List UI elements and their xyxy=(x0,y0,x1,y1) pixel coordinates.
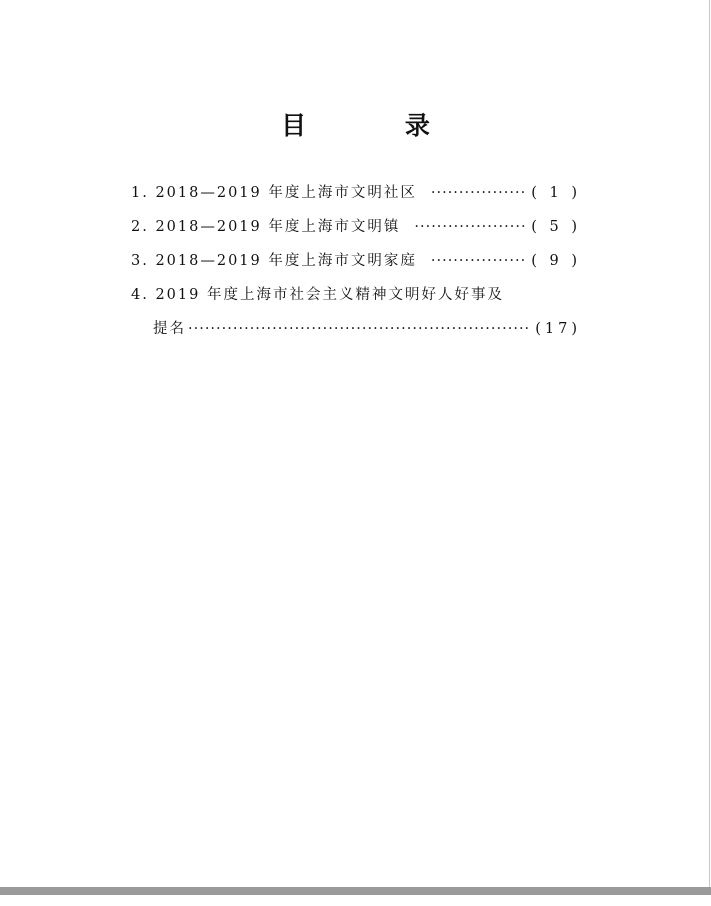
toc-entry-number: 4. xyxy=(131,287,149,303)
toc-entry-text: 2018—2019 年度上海市文明家庭 xyxy=(155,253,417,269)
dot-leader xyxy=(188,317,529,341)
toc-entry-number: 3. xyxy=(131,253,149,269)
toc-entry-label xyxy=(131,215,400,239)
toc-entry-1[interactable] xyxy=(131,181,581,215)
toc-entry-number: 1. xyxy=(131,185,149,201)
page-bottom-border xyxy=(0,887,711,895)
toc-entry-text: 2018—2019 年度上海市文明社区 xyxy=(155,185,417,201)
toc-entry-2[interactable] xyxy=(131,215,581,249)
toc-entry-label xyxy=(131,249,417,273)
toc-entry-label xyxy=(131,181,417,205)
toc-title: 目 录 xyxy=(281,111,475,140)
toc-page-number: ( 9 ) xyxy=(531,253,581,269)
toc-entry-number: 2. xyxy=(131,219,149,235)
toc-page-number: ( 1 ) xyxy=(531,185,581,201)
toc-entry-text: 2018—2019 年度上海市文明镇 xyxy=(155,219,401,235)
dot-leader xyxy=(431,249,525,273)
table-of-contents xyxy=(131,181,581,351)
toc-entry-text-continued: 提名 xyxy=(153,321,186,337)
dot-leader xyxy=(414,215,525,239)
toc-entry-3[interactable] xyxy=(131,249,581,283)
toc-entry-text: 2019 年度上海市社会主义精神文明好人好事及 xyxy=(155,287,504,303)
toc-page-number: ( 5 ) xyxy=(531,219,581,235)
toc-entry-label xyxy=(131,283,581,317)
dot-leader xyxy=(431,181,525,205)
toc-entry-4[interactable] xyxy=(131,283,581,351)
toc-page-number: (17) xyxy=(535,321,581,337)
